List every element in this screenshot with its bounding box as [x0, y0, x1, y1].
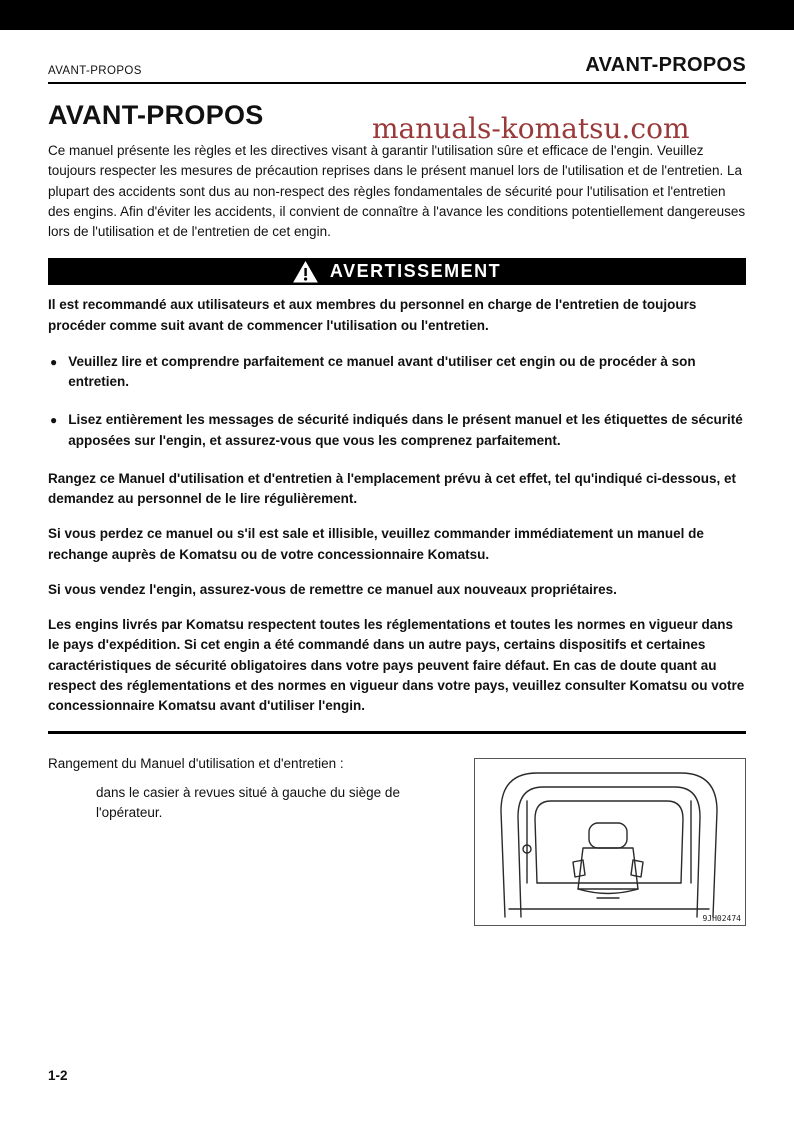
warning-bullet-1	[50, 352, 746, 393]
warning-paragraph-4: Les engins livrés par Komatsu respectent toutes les réglementations et toutes les normes en vigueur dans le pays d'expédition. Si cet engin a été commandé dans un autre pays, certains dispositifs et certaines caractéristiques de sécurité obligatoires dans votre pays peuvent faire défaut. En cas de doute quant au respect des réglementations et des normes en vigueur dans votre pays, veuillez consulter Komatsu ou votre concessionnaire Komatsu avant d'utiliser l'engin.	[48, 617, 745, 713]
storage-text	[48, 754, 460, 823]
figure-caption: 9JH02474	[702, 914, 741, 924]
warning-intro: Il est recommandé aux utilisateurs et aux membres du personnel en charge de l'entretien de toujours procéder comme suit avant de commencer l'utilisation ou l'entretien.	[48, 297, 697, 333]
page-content	[0, 54, 794, 926]
warning-bullet-2	[50, 410, 746, 451]
storage-location: dans le casier à revues situé à gauche du siège de l'opérateur.	[96, 784, 400, 820]
page-title: AVANT-PROPOS	[48, 100, 264, 130]
warning-bullet-1-text: Veuillez lire et comprendre parfaitement ce manuel avant d'utiliser cet engin ou de procéder à son entretien.	[68, 353, 696, 389]
storage-label: Rangement du Manuel d'utilisation et d'entretien :	[48, 756, 344, 772]
storage-section	[48, 754, 746, 926]
running-header-right: AVANT-PROPOS	[585, 54, 746, 76]
bullet-icon: ●	[50, 354, 58, 369]
warning-triangle-icon	[293, 261, 318, 283]
page-number: 1-2	[48, 1068, 68, 1083]
section-divider	[48, 731, 746, 734]
running-header-left: AVANT-PROPOS	[48, 65, 142, 77]
warning-banner	[48, 258, 746, 285]
cab-figure	[474, 758, 746, 926]
watermark: manuals-komatsu.com	[372, 112, 690, 145]
cab-drawing	[475, 759, 743, 923]
warning-banner-title: AVERTISSEMENT	[329, 261, 502, 282]
top-black-bar	[0, 0, 794, 30]
warning-paragraph-2: Si vous perdez ce manuel ou s'il est sale et illisible, veuillez commander immédiatement un manuel de rechange auprès de Komatsu ou de votre concessionnaire Komatsu.	[48, 526, 704, 562]
warning-bullet-2-text: Lisez entièrement les messages de sécurité indiqués dans le présent manuel et les étiquettes de sécurité apposées sur l'engin, et assurez-vous que vous les comprenez parfaitement.	[68, 412, 743, 448]
running-header	[48, 54, 746, 84]
warning-paragraph-1: Rangez ce Manuel d'utilisation et d'entretien à l'emplacement prévu à cet effet, tel qu'indiqué ci-dessous, et demandez au personnel de le lire régulièrement.	[48, 470, 736, 506]
bullet-icon: ●	[50, 413, 58, 428]
warning-paragraph-3: Si vous vendez l'engin, assurez-vous de remettre ce manuel aux nouveaux propriétaires.	[48, 581, 617, 597]
intro-paragraph: Ce manuel présente les règles et les directives visant à garantir l'utilisation sûre et efficace de l'engin. Veuillez toujours respecter les mesures de précaution reprises dans le présent manuel lors de l'utilisation et de l'entretien. La plupart des accidents sont dus au non-respect des règles fondamentales de sécurité pour l'utilisation et l'entretien des engins. Afin d'éviter les accidents, il convient de connaître à l'avance les conditions potentiellement dangereuses lors de l'utilisation et de l'entretien de cet engin.	[48, 143, 746, 239]
